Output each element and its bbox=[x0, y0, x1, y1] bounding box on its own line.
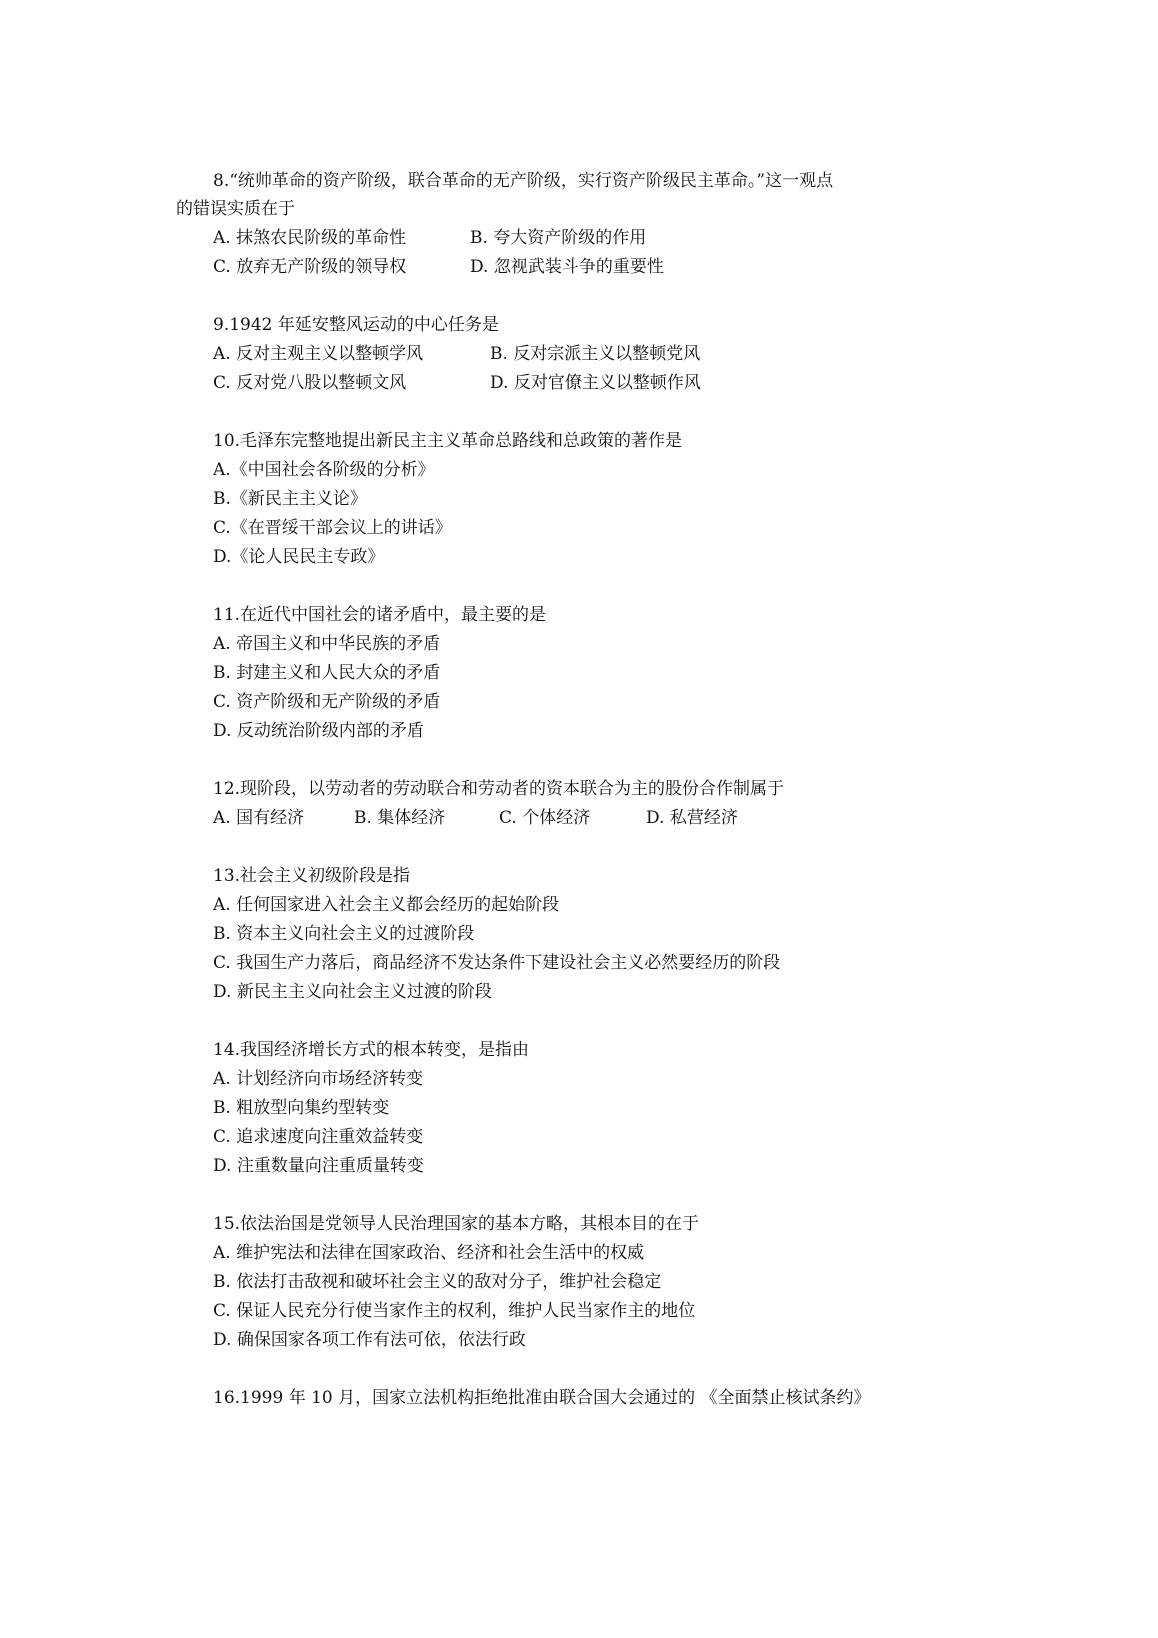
question-15-option-d: D. 确保国家各项工作有法可依，依法行政 bbox=[213, 1330, 526, 1350]
question-11-stem: 11.在近代中国社会的诸矛盾中，最主要的是 bbox=[213, 605, 547, 625]
question-11-option-b: B. 封建主义和人民大众的矛盾 bbox=[213, 663, 441, 683]
question-9-option-c: C. 反对党八股以整顿文风 bbox=[213, 373, 407, 393]
question-13-option-a: A. 任何国家进入社会主义都会经历的起始阶段 bbox=[213, 895, 560, 915]
question-15-option-c: C. 保证人民充分行使当家作主的权利，维护人民当家作主的地位 bbox=[213, 1301, 696, 1321]
question-10-stem: 10.毛泽东完整地提出新民主主义革命总路线和总政策的著作是 bbox=[213, 431, 683, 451]
question-14-option-a: A. 计划经济向市场经济转变 bbox=[213, 1069, 424, 1089]
question-11-option-a: A. 帝国主义和中华民族的矛盾 bbox=[213, 634, 441, 654]
question-8-option-d: D. 忽视武装斗争的重要性 bbox=[470, 257, 664, 277]
question-12-option-a: A. 国有经济 bbox=[213, 808, 305, 828]
question-8-stem: 8.“统帅革命的资产阶级，联合革命的无产阶级，实行资产阶级民主革命。”这一观点 bbox=[213, 171, 834, 191]
question-15-option-a: A. 维护宪法和法律在国家政治、经济和社会生活中的权威 bbox=[213, 1243, 645, 1263]
question-14-option-c: C. 追求速度向注重效益转变 bbox=[213, 1127, 424, 1147]
question-8-stem-continued: 的错误实质在于 bbox=[176, 199, 295, 219]
question-10-option-d: D.《论人民民主专政》 bbox=[213, 547, 385, 567]
question-15-stem: 15.依法治国是党领导人民治理国家的基本方略，其根本目的在于 bbox=[213, 1214, 700, 1234]
question-12-option-b: B. 集体经济 bbox=[354, 808, 446, 828]
question-8-option-a: A. 抹煞农民阶级的革命性 bbox=[213, 228, 407, 248]
question-11-option-d: D. 反动统治阶级内部的矛盾 bbox=[213, 721, 424, 741]
question-12-option-c: C. 个体经济 bbox=[499, 808, 591, 828]
question-10-option-a: A.《中国社会各阶级的分析》 bbox=[213, 460, 435, 480]
question-13-option-c: C. 我国生产力落后，商品经济不发达条件下建设社会主义必然要经历的阶段 bbox=[213, 953, 781, 973]
question-14-option-b: B. 粗放型向集约型转变 bbox=[213, 1098, 390, 1118]
question-8-option-b: B. 夸大资产阶级的作用 bbox=[470, 228, 647, 248]
question-9-option-b: B. 反对宗派主义以整顿党风 bbox=[490, 344, 701, 364]
question-10-option-b: B.《新民主主义论》 bbox=[213, 489, 367, 509]
question-13-option-d: D. 新民主主义向社会主义过渡的阶段 bbox=[213, 982, 492, 1002]
question-15-option-b: B. 依法打击敌视和破坏社会主义的敌对分子，维护社会稳定 bbox=[213, 1272, 662, 1292]
question-13-option-b: B. 资本主义向社会主义的过渡阶段 bbox=[213, 924, 475, 944]
question-13-stem: 13.社会主义初级阶段是指 bbox=[213, 866, 411, 886]
question-10-option-c: C.《在晋绥干部会议上的讲话》 bbox=[213, 518, 452, 538]
question-14-option-d: D. 注重数量向注重质量转变 bbox=[213, 1156, 424, 1176]
question-14-stem: 14.我国经济增长方式的根本转变，是指由 bbox=[213, 1040, 530, 1060]
question-11-option-c: C. 资产阶级和无产阶级的矛盾 bbox=[213, 692, 441, 712]
question-16-stem: 16.1999 年 10 月，国家立法机构拒绝批准由联合国大会通过的 《全面禁止核试条约》 bbox=[213, 1388, 871, 1408]
question-12-stem: 12.现阶段，以劳动者的劳动联合和劳动者的资本联合为主的股份合作制属于 bbox=[213, 779, 785, 799]
question-9-option-a: A. 反对主观主义以整顿学风 bbox=[213, 344, 424, 364]
question-8-option-c: C. 放弃无产阶级的领导权 bbox=[213, 257, 407, 277]
question-9-stem: 9.1942 年延安整风运动的中心任务是 bbox=[213, 315, 499, 335]
question-12-option-d: D. 私营经济 bbox=[646, 808, 738, 828]
question-9-option-d: D. 反对官僚主义以整顿作风 bbox=[490, 373, 701, 393]
